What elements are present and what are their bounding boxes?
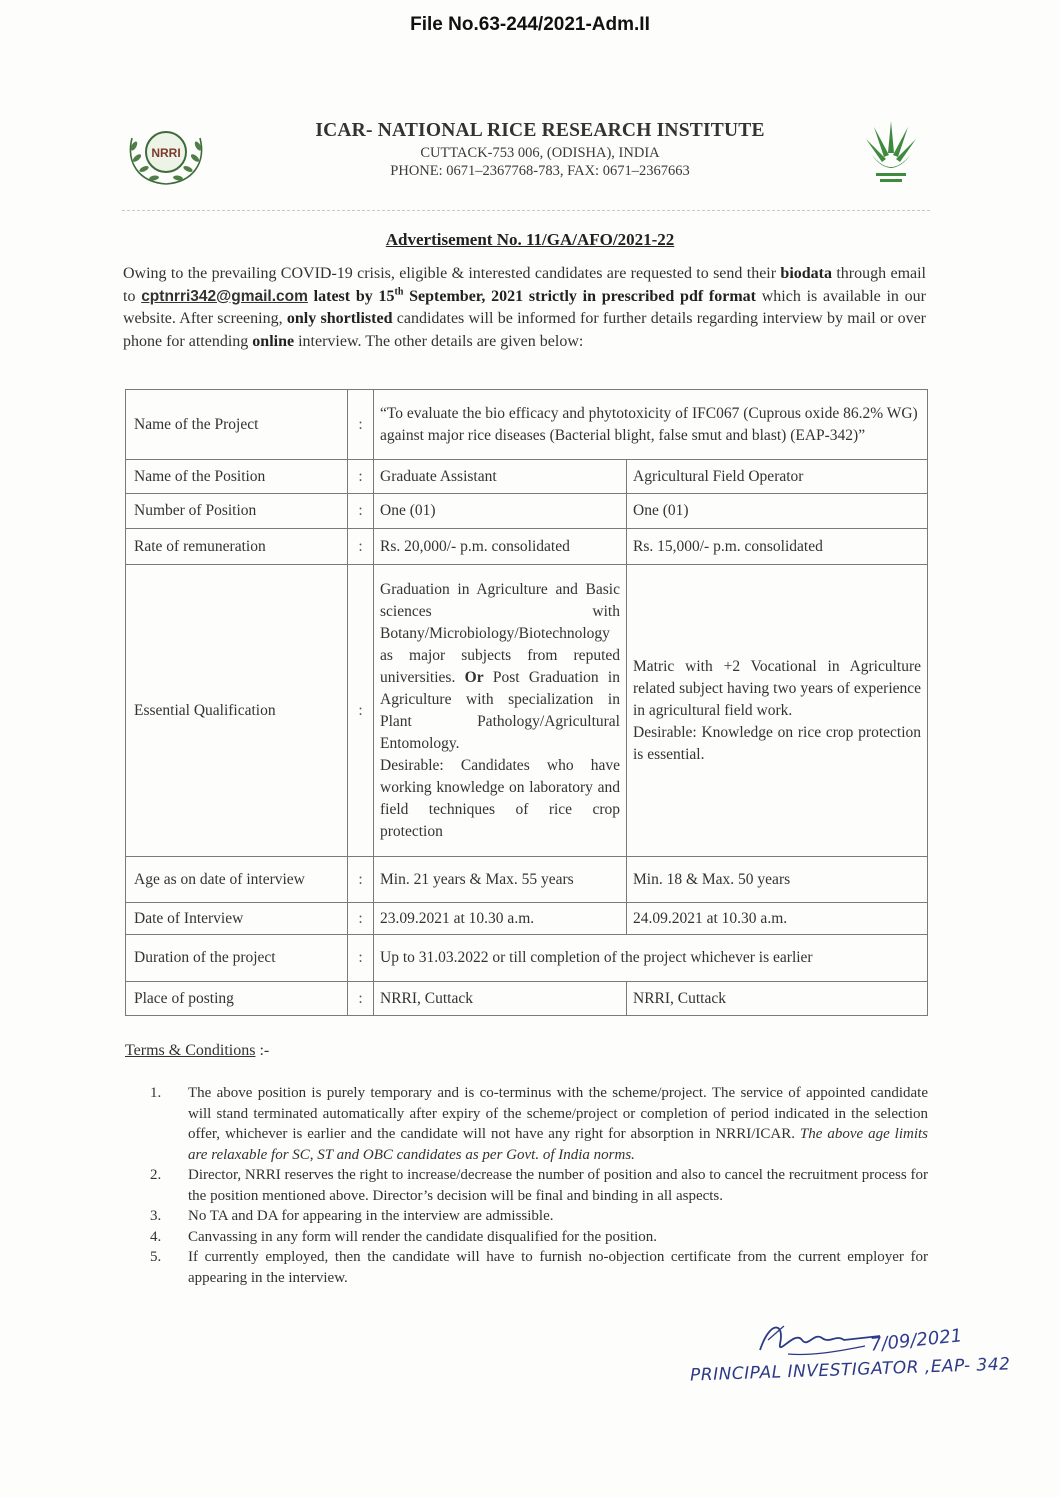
list-item: 1. The above position is purely temporary and is co-terminus with the scheme/project. The service of appointed candidate will stand terminated automatically after expiry of the scheme/project or completion of period indicated in the selection offer, whichever is earlier and the candidate will not have any right for absorption in NRRI/ICAR. The above age limits are relaxable for SC, ST and OBC candidates as per Govt. of India norms.: [150, 1085, 928, 1163]
nrri-emblem-icon: [118, 116, 214, 192]
qualification-afo-desirable: Desirable: Knowledge on rice crop protection is essential.: [633, 723, 922, 763]
position-afo: Agricultural Field Operator: [627, 460, 928, 494]
position-ga: Graduate Assistant: [374, 460, 627, 494]
posting-ga: NRRI, Cuttack: [374, 982, 627, 1016]
table-row: Age as on date of interview : Min. 21 years & Max. 55 years Min. 18 & Max. 50 years: [126, 857, 928, 903]
table-row: Name of the Project : “To evaluate the bio efficacy and phytotoxicity of IFC067 (Cuprous oxide 86.2% WG) against major rice diseases (Bacterial blight, false smut and blast) (EAP-342)”: [126, 390, 928, 460]
number-afo: One (01): [627, 494, 928, 529]
table-row: Date of Interview : 23.09.2021 at 10.30 a.m. 24.09.2021 at 10.30 a.m.: [126, 903, 928, 935]
institute-header: [230, 120, 850, 180]
advertisement-title: Advertisement No. 11/GA/AFO/2021-22: [385, 230, 675, 249]
project-label: Name of the Project: [126, 390, 348, 460]
logo-text: NRRI: [151, 146, 181, 160]
signatory-title: PRINCIPAL INVESTIGATOR ,EAP- 342: [689, 1354, 1011, 1386]
list-item: 4. Canvassing in any form will render the candidate disqualified for the position.: [150, 1228, 658, 1245]
icar-emblem-icon: [862, 113, 920, 189]
file-number: File No.63-244/2021-Adm.II: [410, 14, 650, 35]
institute-address: CUTTACK-753 006, (ODISHA), INDIA: [420, 145, 660, 161]
age-label: Age as on date of interview: [126, 857, 348, 903]
age-ga: Min. 21 years & Max. 55 years: [374, 857, 627, 903]
table-row: Duration of the project : Up to 31.03.2022 or till completion of the project whichever is earlier: [126, 935, 928, 982]
qualification-label: Essential Qualification: [126, 565, 348, 857]
intro-biodata: biodata: [780, 265, 832, 282]
remuneration-afo: Rs. 15,000/- p.m. consolidated: [627, 529, 928, 565]
list-item: 3. No TA and DA for appearing in the interview are admissible.: [150, 1208, 554, 1224]
table-row: Number of Position : One (01) One (01): [126, 494, 928, 529]
age-afo: Min. 18 & Max. 50 years: [627, 857, 928, 903]
email-address[interactable]: cptnrri342@gmail.com: [141, 287, 308, 305]
interview-afo: 24.09.2021 at 10.30 a.m.: [627, 903, 928, 935]
header-divider: [122, 210, 930, 211]
project-value: “To evaluate the bio efficacy and phytotoxicity of IFC067 (Cuprous oxide 86.2% WG) against major rice diseases (Bacterial blight, false smut and blast) (EAP-342)”: [374, 390, 928, 460]
list-item: 2. Director, NRRI reserves the right to increase/decrease the number of position and also to cancel the recruitment process for the position mentioned above. Director’s decision will be final and binding in all aspects.: [150, 1167, 928, 1204]
remuneration-ga: Rs. 20,000/- p.m. consolidated: [374, 529, 627, 565]
number-label: Number of Position: [126, 494, 348, 529]
intro-paragraph: Owing to the prevailing COVID-19 crisis, eligible & interested candidates are requested to send their biodata through email to cptnrri342@gmail.com latest by 15th September, 2021 strictly in prescribed pdf format which is available in our website. After screening, only shortlisted candidates will be informed for further details regarding interview by mail or over phone for attending online interview. The other details are given below:: [123, 265, 927, 350]
number-ga: One (01): [374, 494, 627, 529]
signature-date: 7/09/2021: [869, 1325, 964, 1356]
list-item: 5. If currently employed, then the candidate will have to furnish no-objection certificate from the current employer for appearing in the interview.: [150, 1249, 928, 1286]
qualification-afo: Matric with +2 Vocational in Agriculture related subject having two years of experience in agricultural field work. Desirable: Knowledge on rice crop protection is essential.: [627, 565, 928, 857]
table-row: Rate of remuneration : Rs. 20,000/- p.m. consolidated Rs. 15,000/- p.m. consolidated: [126, 529, 928, 565]
qualification-ga: Graduation in Agriculture and Basic sciences with Botany/Microbiology/Biotechnology as major subjects from reputed universities. Or Post Graduation in Agriculture with specialization in Plant Pathology/Agricultural Entomology. Desirable: Candidates who have working knowledge on laboratory and field techniques of rice crop protection: [374, 565, 627, 857]
interview-ga: 23.09.2021 at 10.30 a.m.: [374, 903, 627, 935]
intro-deadline: September, 2021 strictly in prescribed pdf format: [403, 287, 756, 305]
terms-heading: Terms & Conditions :-: [125, 1042, 270, 1059]
position-label: Name of the Position: [126, 460, 348, 494]
institute-phone: PHONE: 0671–2367768-783, FAX: 0671–2367663: [390, 163, 690, 179]
posting-afo: NRRI, Cuttack: [627, 982, 928, 1016]
details-table: [125, 389, 928, 1016]
table-row: Name of the Position : Graduate Assistant Agricultural Field Operator: [126, 460, 928, 494]
interview-label: Date of Interview: [126, 903, 348, 935]
qualification-ga-desirable: Desirable: Candidates who have working knowledge on laboratory and field techniques of rice crop protection: [380, 756, 620, 840]
duration-label: Duration of the project: [126, 935, 348, 982]
table-row: Essential Qualification : Graduation in Agriculture and Basic sciences with Botany/Microbiology/Biotechnology as major subjects from reputed universities. Or Post Graduation in Agriculture with specialization in Plant Pathology/Agricultural Entomology. Desirable: Candidates who have working knowledge on laboratory and field techniques of rice crop protection Matric with +2 Vocational in Agriculture related subject having two years of experience in agricultural field work. Desirable: Knowledge on rice crop protection is essential.: [126, 565, 928, 857]
posting-label: Place of posting: [126, 982, 348, 1016]
table-row: Place of posting : NRRI, Cuttack NRRI, Cuttack: [126, 982, 928, 1016]
duration-value: Up to 31.03.2022 or till completion of the project whichever is earlier: [374, 935, 928, 982]
terms-list: [150, 1083, 928, 1288]
remuneration-label: Rate of remuneration: [126, 529, 348, 565]
institute-name: ICAR- NATIONAL RICE RESEARCH INSTITUTE: [315, 120, 765, 141]
